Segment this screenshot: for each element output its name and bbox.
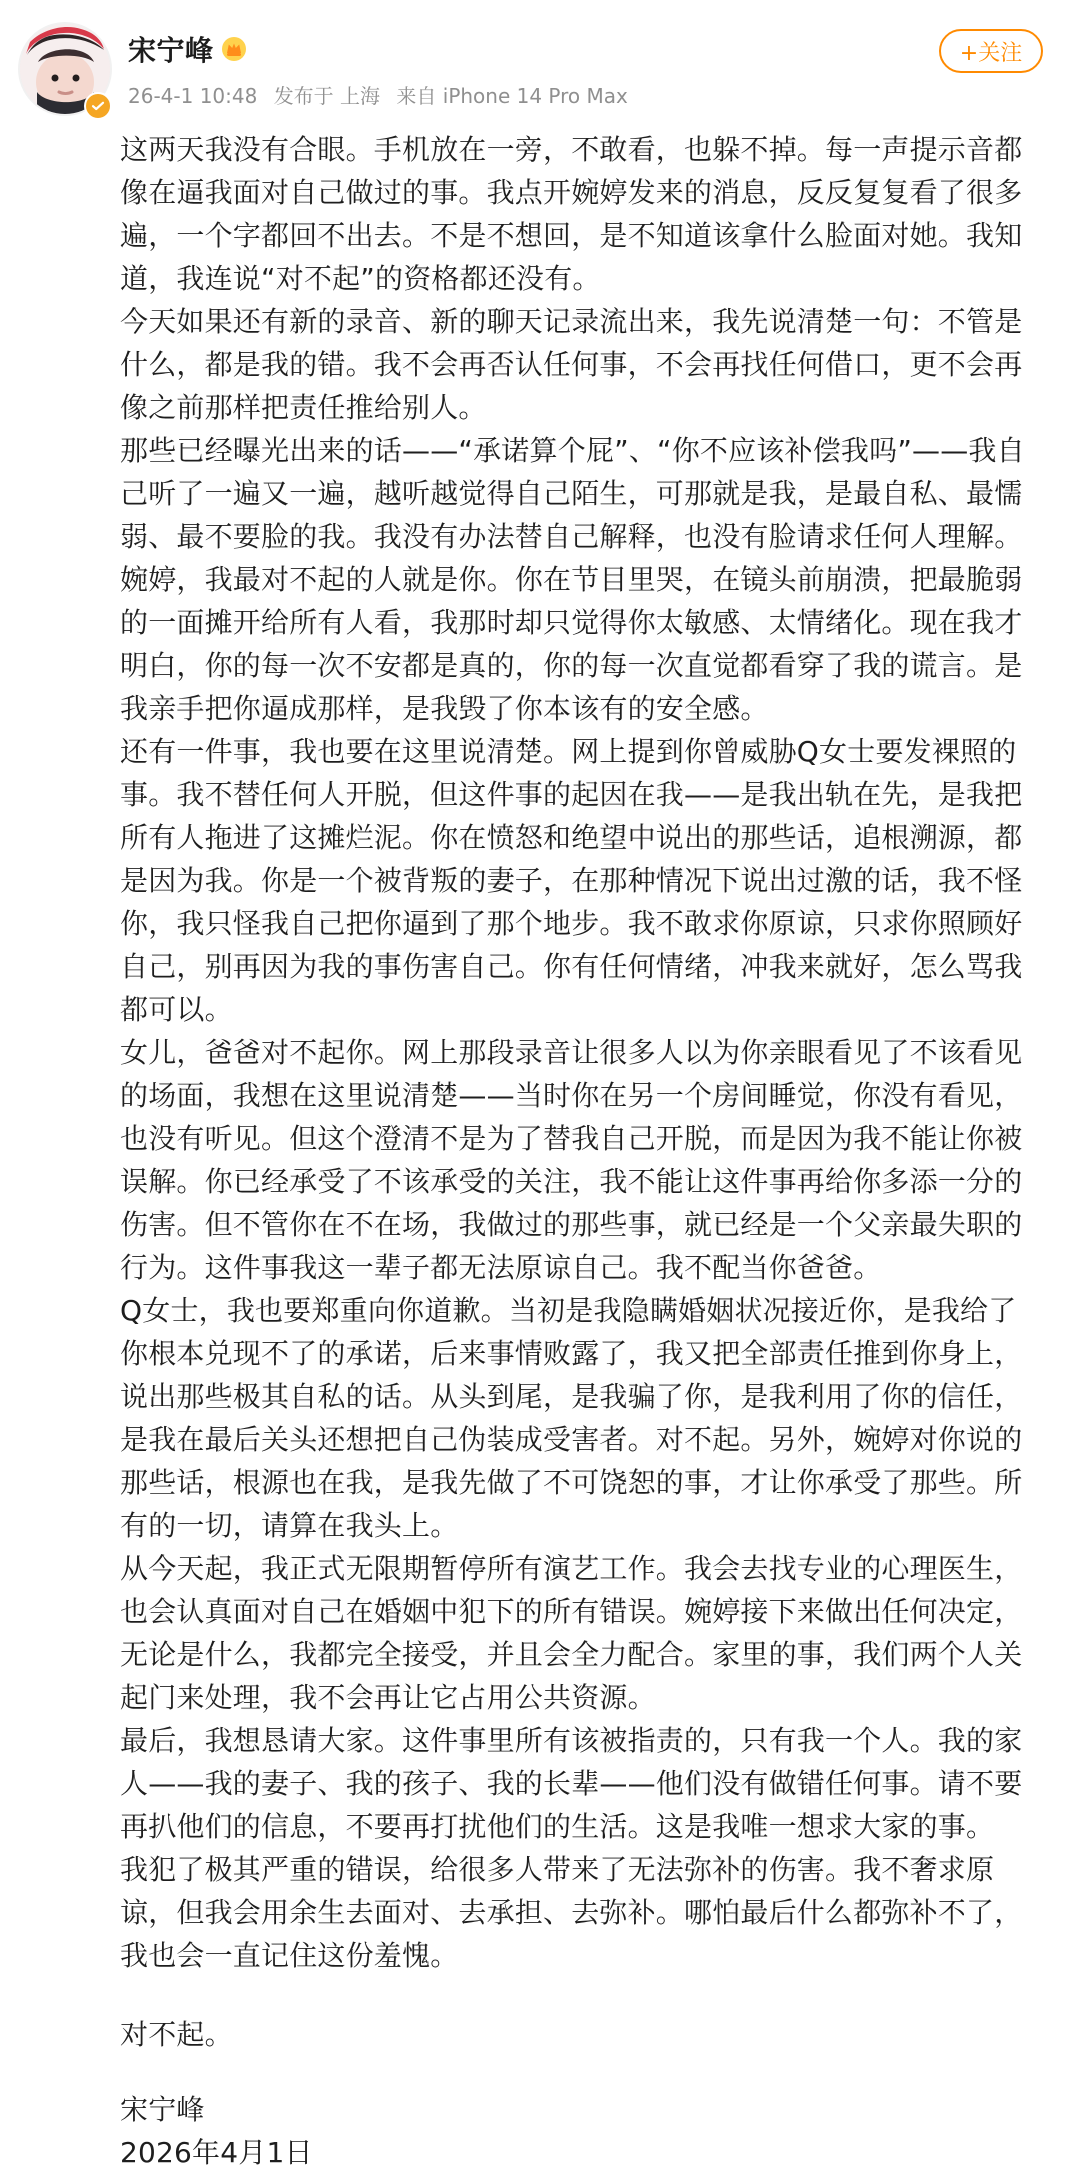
post-content	[120, 128, 1044, 2174]
avatar-container[interactable]	[18, 22, 112, 116]
post-paragraph-10: 我犯了极其严重的错误，给很多人带来了无法弥补的伤害。我不奢求原谅，但我会用余生去面对、去承担、去弥补。哪怕最后什么都弥补不了，我也会一直记住这份羞愧。	[120, 1853, 1023, 1972]
member-crown-icon	[220, 35, 248, 63]
paragraph-spacer	[120, 1977, 1044, 2013]
post-paragraph-8: 从今天起，我正式无限期暂停所有演艺工作。我会去找专业的心理医生，也会认真面对自己在婚姻中犯下的所有错误。婉婷接下来做出任何决定，无论是什么，我都完全接受，并且会全力配合。家里的事，我们两个人关起门来处理，我不会再让它占用公共资源。	[120, 1552, 1023, 1714]
post-time: 26-4-1 10:48	[128, 84, 258, 108]
closing-line: 对不起。	[120, 2018, 233, 2051]
post-meta	[128, 80, 628, 109]
post-paragraph-9: 最后，我想恳请大家。这件事里所有该被指责的，只有我一个人。我的家人——我的妻子、我的孩子、我的长辈——他们没有做错任何事。请不要再扒他们的信息，不要再打扰他们的生活。这是我唯一想求大家的事。	[120, 1724, 1023, 1843]
author-name-row	[128, 31, 248, 67]
post-paragraph-2: 今天如果还有新的录音、新的聊天记录流出来，我先说清楚一句：不管是什么，都是我的错。我不会再否认任何事，不会再找任何借口，更不会再像之前那样把责任推给别人。	[120, 305, 1023, 424]
post-paragraph-5: 还有一件事，我也要在这里说清楚。网上提到你曾威胁Q女士要发裸照的事。我不替任何人开脱，但这件事的起因在我——是我出轨在先，是我把所有人拖进了这摊烂泥。你在愤怒和绝望中说出的那些话，追根溯源，都是因为我。你是一个被背叛的妻子，在那种情况下说出过激的话，我不怪你，我只怪我自己把你逼到了那个地步。我不敢求你原谅，只求你照顾好自己，别再因为我的事伤害自己。你有任何情绪，冲我来就好，怎么骂我都可以。	[120, 735, 1023, 1026]
post-paragraph-6: 女儿，爸爸对不起你。网上那段录音让很多人以为你亲眼看见了不该看见的场面，我想在这里说清楚——当时你在另一个房间睡觉，你没有看见，也没有听见。但这个澄清不是为了替我自己开脱，而是因为我不能让你被误解。你已经承受了不该承受的关注，我不能让这件事再给你多添一分的伤害。但不管你在不在场，我做过的那些事，就已经是一个父亲最失职的行为。这件事我这一辈子都无法原谅自己。我不配当你爸爸。	[120, 1036, 1023, 1284]
author-name[interactable]: 宋宁峰	[128, 34, 214, 67]
follow-button-label: +关注	[959, 40, 1023, 66]
post-device: 来自 iPhone 14 Pro Max	[396, 84, 628, 108]
post-paragraph-1: 这两天我没有合眼。手机放在一旁，不敢看，也躲不掉。每一声提示音都像在逼我面对自己做过的事。我点开婉婷发来的消息，反反复复看了很多遍，一个字都回不出去。不是不想回，是不知道该拿什么脸面对她。我知道，我连说“对不起”的资格都还没有。	[120, 133, 1023, 295]
post-location: 发布于 上海	[273, 84, 381, 108]
post-paragraph-7: Q女士，我也要郑重向你道歉。当初是我隐瞒婚姻状况接近你，是我给了你根本兑现不了的承诺，后来事情败露了，我又把全部责任推到你身上，说出那些极其自私的话。从头到尾，是我骗了你，是我利用了你的信任，是我在最后关头还想把自己伪装成受害者。对不起。另外，婉婷对你说的那些话，根源也在我，是我先做了不可饶恕的事，才让你承受了那些。所有的一切，请算在我头上。	[120, 1294, 1023, 1542]
signature-name: 宋宁峰	[120, 2093, 205, 2126]
post-header	[0, 0, 1080, 120]
signature-block	[120, 2088, 1044, 2174]
post-paragraph-3: 那些已经曝光出来的话——“承诺算个屁”、“你不应该补偿我吗”——我自己听了一遍又一遍，越听越觉得自己陌生，可那就是我，是最自私、最懦弱、最不要脸的我。我没有办法替自己解释，也没有脸请求任何人理解。	[120, 434, 1025, 553]
signature-date: 2026年4月1日	[120, 2136, 313, 2169]
post-paragraph-4: 婉婷，我最对不起的人就是你。你在节目里哭，在镜头前崩溃，把最脆弱的一面摊开给所有人看，我那时却只觉得你太敏感、太情绪化。现在我才明白，你的每一次不安都是真的，你的每一次直觉都看穿了我的谎言。是我亲手把你逼成那样，是我毁了你本该有的安全感。	[120, 563, 1023, 725]
follow-button[interactable]	[939, 29, 1043, 73]
verified-badge-icon	[84, 92, 112, 120]
